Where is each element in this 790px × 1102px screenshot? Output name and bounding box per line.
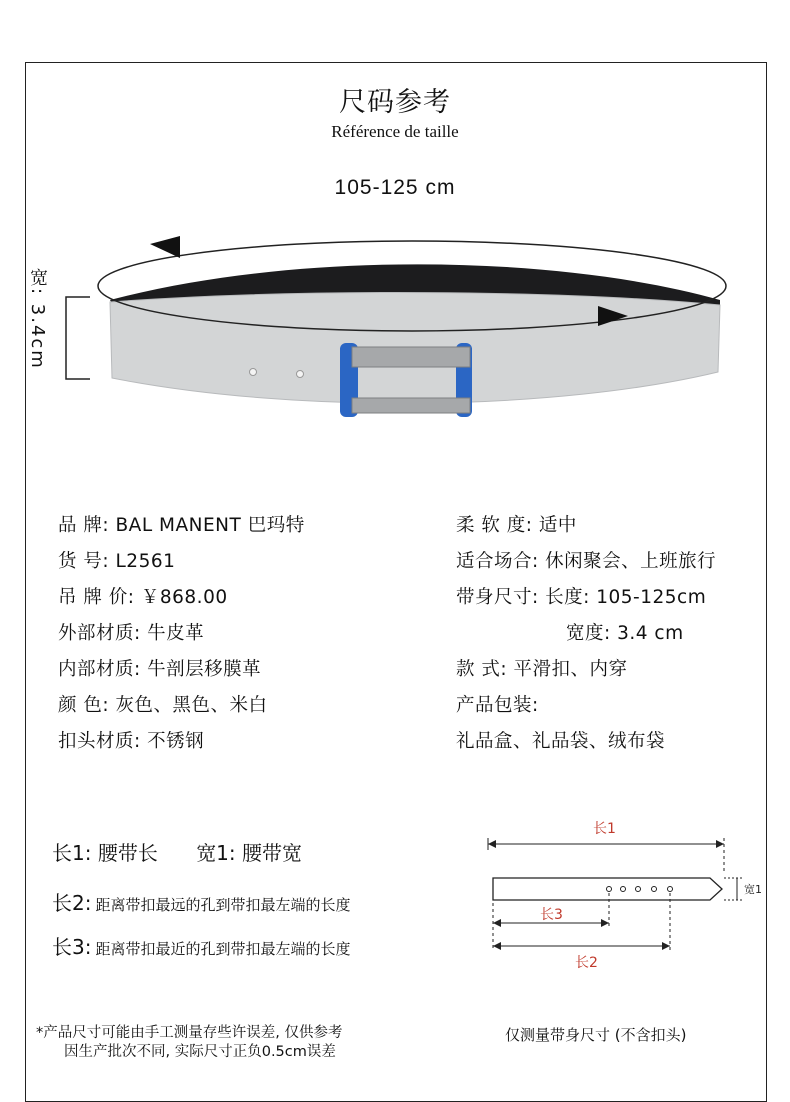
page-subtitle: Référence de taille <box>331 122 459 141</box>
spec-price: 吊 牌 价: ￥868.00 <box>58 587 228 608</box>
spec-buckle-material: 扣头材质: 不锈钢 <box>58 731 205 752</box>
footnote-line1: *产品尺寸可能由手工测量存些许误差, 仅供参考 <box>36 1025 343 1041</box>
belt-hole <box>297 371 304 378</box>
legend-len2-desc: 距离带扣最远的孔到带扣最左端的长度 <box>95 896 351 914</box>
legend-len1-wid1 <box>52 837 302 866</box>
buckle-plate-top <box>352 347 470 367</box>
spec-brand: 品 牌: BAL MANENT 巴玛特 <box>58 515 305 536</box>
spec-inner-material: 内部材质: 牛剖层移膜革 <box>58 659 262 680</box>
legend-len2-key: 长2: <box>52 891 92 915</box>
belt-width-label: 宽: 3.4cm <box>27 268 48 370</box>
arrow-left-icon <box>150 236 180 258</box>
spec-packaging-label: 产品包装: <box>456 695 539 716</box>
page-title: 尺码参考 <box>339 87 451 118</box>
spec-softness: 柔 软 度: 适中 <box>456 515 577 536</box>
footnote <box>36 1024 342 1062</box>
spec-outer-material: 外部材质: 牛皮革 <box>58 623 205 644</box>
legend-len2 <box>52 887 350 916</box>
measure-note: 仅测量带身尺寸 (不含扣头) <box>505 1026 687 1044</box>
strap-outline <box>493 878 722 900</box>
spec-strap-length: 带身尺寸: 长度: 105-125cm <box>456 587 707 608</box>
spec-occasion: 适合场合: 休闲聚会、上班旅行 <box>456 551 717 572</box>
belt-hole <box>250 369 257 376</box>
legend-len3-desc: 距离带扣最近的孔到带扣最左端的长度 <box>95 940 351 958</box>
legend-len3 <box>52 931 350 960</box>
spec-style: 款 式: 平滑扣、内穿 <box>456 659 628 680</box>
diagram-label-len3: 长3 <box>540 907 563 923</box>
legend-wid1: 宽1: 腰带宽 <box>196 841 303 865</box>
spec-model: 货 号: L2561 <box>58 551 176 572</box>
diagram-label-len2: 长2 <box>575 955 598 971</box>
legend-len3-key: 长3: <box>52 935 92 959</box>
footnote-line2: 因生产批次不同, 实际尺寸正负0.5cm误差 <box>64 1044 336 1060</box>
size-range: 105-125 cm <box>334 176 456 199</box>
diagram-label-wid1: 宽1 <box>744 883 762 896</box>
width-bracket <box>66 297 90 379</box>
dimension-diagram <box>488 838 742 950</box>
spec-packaging: 礼品盒、礼品袋、绒布袋 <box>456 731 666 752</box>
buckle-plate-bottom <box>352 398 470 413</box>
spec-color: 颜 色: 灰色、黑色、米白 <box>58 695 268 716</box>
diagram-label-len1: 长1 <box>593 821 616 837</box>
legend-len1: 长1: 腰带长 <box>52 841 158 865</box>
spec-strap-width: 宽度: 3.4 cm <box>566 623 684 644</box>
